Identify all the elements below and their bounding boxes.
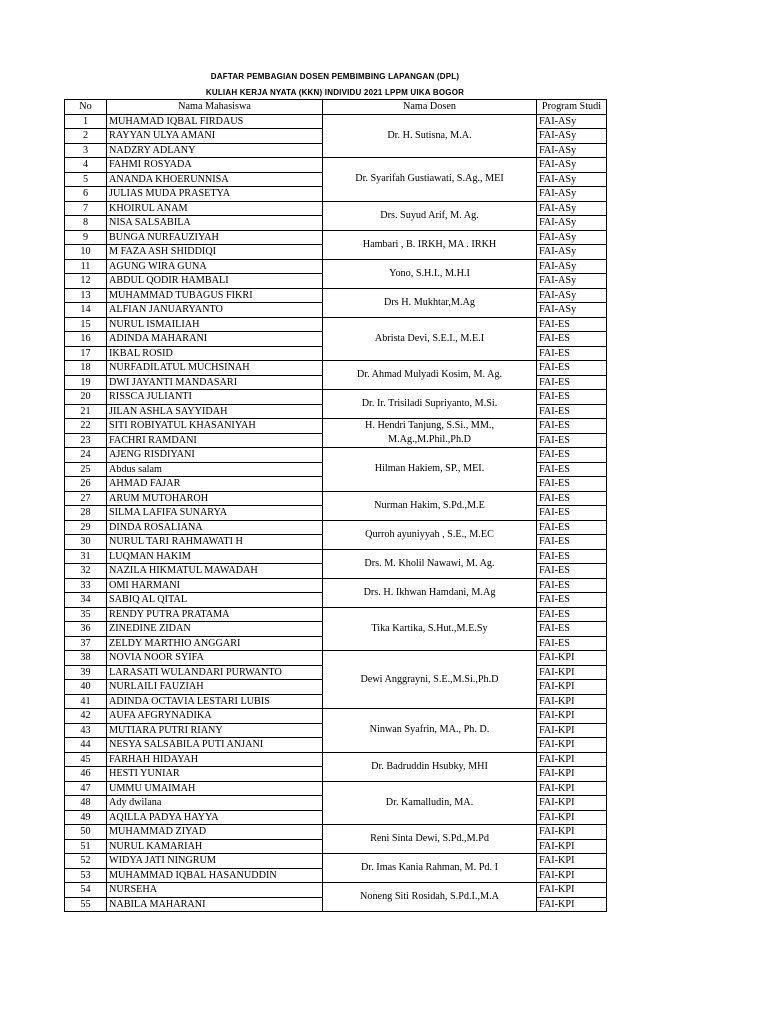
supervisor-name: Drs. M. Kholil Nawawi, M. Ag. [323,549,537,578]
supervisor-name: Qurroh ayuniyyah , S.E., M.EC [323,520,537,549]
program-studi: FAI-KPI [537,796,607,811]
row-number: 37 [65,636,107,651]
program-studi: FAI-ES [537,462,607,477]
program-studi: FAI-ASy [537,143,607,158]
row-number: 19 [65,375,107,390]
row-number: 16 [65,332,107,347]
row-number: 13 [65,288,107,303]
table-row [65,752,607,767]
student-name: AGUNG WIRA GUNA [107,259,323,274]
table-row [65,781,607,796]
table-row [65,651,607,666]
program-studi: FAI-ES [537,636,607,651]
student-name: NURUL KAMARIAH [107,839,323,854]
table-row [65,361,607,376]
row-number: 46 [65,767,107,782]
student-name: ZELDY MARTHIO ANGGARI [107,636,323,651]
program-studi: FAI-KPI [537,665,607,680]
document-subtitle: KULIAH KERJA NYATA (KKN) INDIVIDU 2021 LPPM UIKA BOGOR [205,88,465,97]
student-name: MUHAMAD IQBAL FIRDAUS [107,114,323,129]
student-name: KHOIRUL ANAM [107,201,323,216]
program-studi: FAI-ASy [537,230,607,245]
student-name: JILAN ASHLA SAYYIDAH [107,404,323,419]
student-name: NURFADILATUL MUCHSINAH [107,361,323,376]
row-number: 2 [65,129,107,144]
row-number: 21 [65,404,107,419]
program-studi: FAI-KPI [537,883,607,898]
program-studi: FAI-ES [537,506,607,521]
row-number: 7 [65,201,107,216]
row-number: 45 [65,752,107,767]
row-number: 10 [65,245,107,260]
row-number: 36 [65,622,107,637]
row-number: 47 [65,781,107,796]
row-number: 20 [65,390,107,405]
program-studi: FAI-ES [537,390,607,405]
table-row [65,158,607,173]
row-number: 9 [65,230,107,245]
row-number: 17 [65,346,107,361]
program-studi: FAI-ES [537,520,607,535]
row-number: 34 [65,593,107,608]
program-studi: FAI-ASy [537,259,607,274]
student-name: MUHAMMAD IQBAL HASANUDDIN [107,868,323,883]
row-number: 48 [65,796,107,811]
program-studi: FAI-ES [537,578,607,593]
supervisor-name: Dewi Anggrayni, S.E.,M.Si.,Ph.D [323,651,537,709]
student-name: NADZRY ADLANY [107,143,323,158]
student-name: SABIQ AL QITAL [107,593,323,608]
program-studi: FAI-KPI [537,723,607,738]
student-name: ADINDA OCTAVIA LESTARI LUBIS [107,694,323,709]
table-row [65,709,607,724]
program-studi: FAI-ES [537,361,607,376]
student-name: MUHAMMAD TUBAGUS FIKRI [107,288,323,303]
row-number: 39 [65,665,107,680]
row-number: 31 [65,549,107,564]
supervisor-name: Dr. Ahmad Mulyadi Kosim, M. Ag. [323,361,537,390]
supervisor-name: Hilman Hakiem, SP., MEI. [323,448,537,492]
student-name: SITI ROBIYATUL KHASANIYAH [107,419,323,434]
student-name: NAZILA HIKMATUL MAWADAH [107,564,323,579]
row-number: 1 [65,114,107,129]
program-studi: FAI-KPI [537,897,607,912]
student-name: LARASATI WULANDARI PURWANTO [107,665,323,680]
supervisor-name: Dr. Imas Kania Rahman, M. Pd. I [323,854,537,883]
program-studi: FAI-ES [537,593,607,608]
row-number: 38 [65,651,107,666]
student-name: MUHAMMAD ZIYAD [107,825,323,840]
program-studi: FAI-KPI [537,694,607,709]
program-studi: FAI-ASy [537,158,607,173]
program-studi: FAI-KPI [537,854,607,869]
student-name: RENDY PUTRA PRATAMA [107,607,323,622]
student-name: AUFA AFGRYNADIKA [107,709,323,724]
row-number: 24 [65,448,107,463]
table-row [65,419,607,434]
table-row [65,491,607,506]
program-studi: FAI-KPI [537,825,607,840]
table-row [65,317,607,332]
row-number: 23 [65,433,107,448]
program-studi: FAI-ES [537,448,607,463]
student-name: ANANDA KHOERUNNISA [107,172,323,187]
student-name: AHMAD FAJAR [107,477,323,492]
program-studi: FAI-ES [537,433,607,448]
row-number: 29 [65,520,107,535]
table-row [65,854,607,869]
program-studi: FAI-KPI [537,767,607,782]
row-number: 44 [65,738,107,753]
student-name: NURUL TARI RAHMAWATI H [107,535,323,550]
program-studi: FAI-ES [537,535,607,550]
supervisor-name: H. Hendri Tanjung, S.Si., MM., M.Ag.,M.Phil.,Ph.D [323,419,537,448]
program-studi: FAI-KPI [537,738,607,753]
supervisor-name: Reni Sinta Dewi, S.Pd.,M.Pd [323,825,537,854]
supervisor-name: Dr. Ir. Trisiladi Supriyanto, M.Si. [323,390,537,419]
program-studi: FAI-ASy [537,114,607,129]
student-name: JULIAS MUDA PRASETYA [107,187,323,202]
program-studi: FAI-KPI [537,752,607,767]
student-name: SILMA LAFIFA SUNARYA [107,506,323,521]
row-number: 55 [65,897,107,912]
student-name: NURUL ISMAILIAH [107,317,323,332]
program-studi: FAI-KPI [537,709,607,724]
student-name: AQILLA PADYA HAYYA [107,810,323,825]
student-name: Ady dwilana [107,796,323,811]
program-studi: FAI-ES [537,564,607,579]
student-name: DINDA ROSALIANA [107,520,323,535]
student-name: M FAZA ASH SHIDDIQI [107,245,323,260]
program-studi: FAI-ASy [537,303,607,318]
student-name: NURSEHA [107,883,323,898]
table-row [65,520,607,535]
program-studi: FAI-ASy [537,274,607,289]
row-number: 43 [65,723,107,738]
program-studi: FAI-ASy [537,288,607,303]
row-number: 18 [65,361,107,376]
row-number: 11 [65,259,107,274]
row-number: 4 [65,158,107,173]
student-name: AJENG RISDIYANI [107,448,323,463]
header-program-studi: Program Studi [537,100,607,115]
student-name: RISSCA JULIANTI [107,390,323,405]
program-studi: FAI-ES [537,375,607,390]
student-name: Abdus salam [107,462,323,477]
program-studi: FAI-ES [537,332,607,347]
supervisor-name: Drs. H. Ikhwan Hamdani, M.Ag [323,578,537,607]
student-name: ALFIAN JANUARYANTO [107,303,323,318]
row-number: 28 [65,506,107,521]
row-number: 27 [65,491,107,506]
row-number: 49 [65,810,107,825]
program-studi: FAI-ES [537,317,607,332]
student-name: NESYA SALSABILA PUTI ANJANI [107,738,323,753]
program-studi: FAI-ASy [537,216,607,231]
student-name: UMMU UMAIMAH [107,781,323,796]
supervisor-name: Drs H. Mukhtar,M.Ag [323,288,537,317]
table-row [65,288,607,303]
program-studi: FAI-ES [537,346,607,361]
table-row [65,230,607,245]
program-studi: FAI-ASy [537,201,607,216]
student-name: ARUM MUTOHAROH [107,491,323,506]
header-nama-dosen: Nama Dosen [323,100,537,115]
student-name: OMI HARMANI [107,578,323,593]
row-number: 5 [65,172,107,187]
program-studi: FAI-ES [537,477,607,492]
row-number: 32 [65,564,107,579]
row-number: 15 [65,317,107,332]
table-header-row [65,100,607,115]
row-number: 6 [65,187,107,202]
student-name: BUNGA NURFAUZIYAH [107,230,323,245]
supervisor-name: Dr. Kamalludin, MA. [323,781,537,825]
table-row [65,448,607,463]
program-studi: FAI-ES [537,549,607,564]
row-number: 33 [65,578,107,593]
program-studi: FAI-KPI [537,810,607,825]
table-row [65,825,607,840]
program-studi: FAI-ES [537,404,607,419]
table-row [65,549,607,564]
supervisor-name: Nurman Hakim, S.Pd.,M.E [323,491,537,520]
dpl-table [64,99,607,912]
row-number: 8 [65,216,107,231]
student-name: IKBAL ROSID [107,346,323,361]
supervisor-name: Abrista Devi, S.E.I., M.E.I [323,317,537,361]
row-number: 14 [65,303,107,318]
row-number: 22 [65,419,107,434]
row-number: 51 [65,839,107,854]
row-number: 54 [65,883,107,898]
student-name: FAHMI ROSYADA [107,158,323,173]
supervisor-name: Dr. H. Sutisna, M.A. [323,114,537,158]
student-name: MUTIARA PUTRI RIANY [107,723,323,738]
row-number: 3 [65,143,107,158]
student-name: NISA SALSABILA [107,216,323,231]
student-name: ADINDA MAHARANI [107,332,323,347]
program-studi: FAI-ASy [537,245,607,260]
supervisor-name: Noneng Siti Rosidah, S.Pd.I.,M.A [323,883,537,912]
supervisor-name: Dr. Badruddin Hsubky, MHI [323,752,537,781]
table-row [65,607,607,622]
student-name: WIDYA JATI NINGRUM [107,854,323,869]
program-studi: FAI-ASy [537,129,607,144]
student-name: ZINEDINE ZIDAN [107,622,323,637]
program-studi: FAI-ASy [537,187,607,202]
program-studi: FAI-ES [537,419,607,434]
student-name: NABILA MAHARANI [107,897,323,912]
student-name: NURLAILI FAUZIAH [107,680,323,695]
program-studi: FAI-KPI [537,868,607,883]
program-studi: FAI-KPI [537,680,607,695]
student-name: HESTI YUNIAR [107,767,323,782]
program-studi: FAI-ES [537,607,607,622]
supervisor-name: Dr. Syarifah Gustiawati, S.Ag., MEI [323,158,537,202]
student-name: ABDUL QODIR HAMBALI [107,274,323,289]
supervisor-name: Drs. Suyud Arif, M. Ag. [323,201,537,230]
header-no: No [65,100,107,115]
table-row [65,390,607,405]
row-number: 26 [65,477,107,492]
supervisor-name: Ninwan Syafrin, MA., Ph. D. [323,709,537,753]
row-number: 25 [65,462,107,477]
row-number: 41 [65,694,107,709]
student-name: LUQMAN HAKIM [107,549,323,564]
table-row [65,578,607,593]
program-studi: FAI-KPI [537,651,607,666]
table-body [65,114,607,912]
supervisor-name: Hambari , B. IRKH, MA . IRKH [323,230,537,259]
table-row [65,259,607,274]
row-number: 53 [65,868,107,883]
row-number: 52 [65,854,107,869]
program-studi: FAI-KPI [537,839,607,854]
student-name: FARHAH HIDAYAH [107,752,323,767]
student-name: RAYYAN ULYA AMANI [107,129,323,144]
supervisor-name: Tika Kartika, S.Hut.,M.E.Sy [323,607,537,651]
student-name: FACHRI RAMDANI [107,433,323,448]
program-studi: FAI-ASy [537,172,607,187]
row-number: 40 [65,680,107,695]
program-studi: FAI-KPI [537,781,607,796]
document-title: DAFTAR PEMBAGIAN DOSEN PEMBIMBING LAPANGAN (DPL) [210,72,460,81]
student-name: NOVIA NOOR SYIFA [107,651,323,666]
row-number: 50 [65,825,107,840]
header-nama-mahasiswa: Nama Mahasiswa [107,100,323,115]
row-number: 12 [65,274,107,289]
row-number: 42 [65,709,107,724]
program-studi: FAI-ES [537,622,607,637]
supervisor-name: Yono, S.H.I., M.H.I [323,259,537,288]
table-row [65,201,607,216]
student-name: DWI JAYANTI MANDASARI [107,375,323,390]
row-number: 35 [65,607,107,622]
table-row [65,114,607,129]
program-studi: FAI-ES [537,491,607,506]
table-row [65,883,607,898]
row-number: 30 [65,535,107,550]
